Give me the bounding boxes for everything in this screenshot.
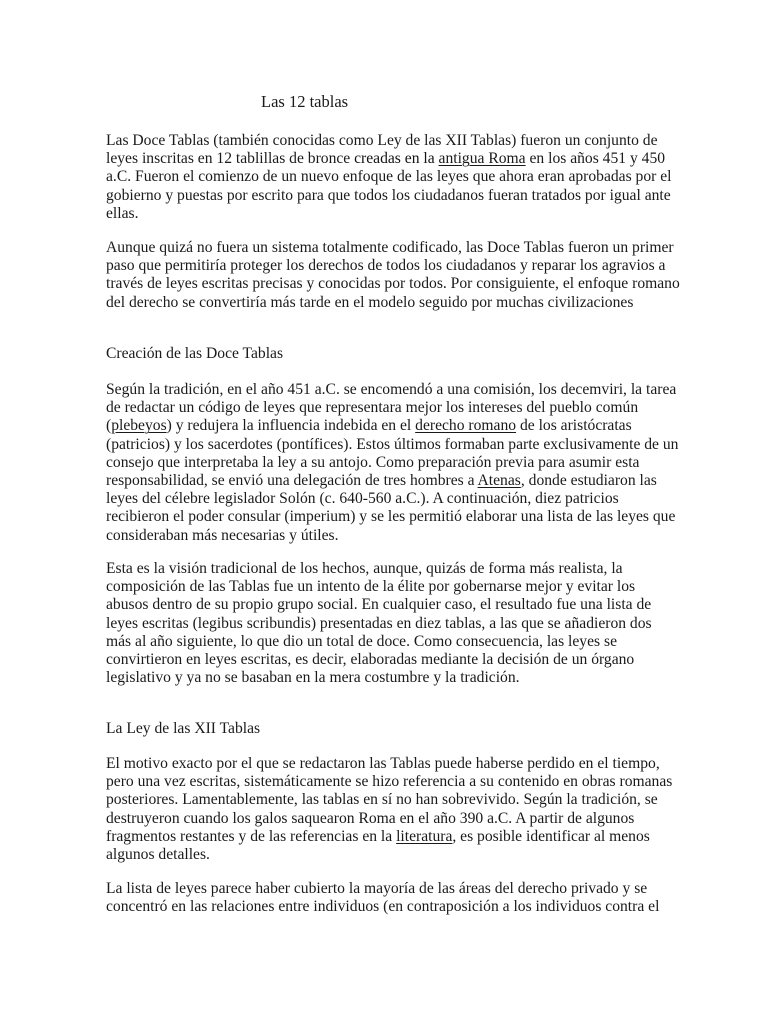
text-span: , es posible identificar al menos: [452, 827, 650, 845]
text-line: paso que permitiría proteger los derechos de todos los ciudadanos y reparar los agravios a: [106, 257, 666, 275]
text-line: El motivo exacto por el que se redactaron las Tablas puede haberse perdido en el tiempo,: [106, 755, 660, 772]
text-line: (patricios) y los sacerdotes (pontífices). Estos últimos formaban parte exclusivamente de un: [106, 435, 679, 453]
text-span: leyes inscritas en 12 tablillas de bronce: [106, 150, 355, 168]
text-line: concentró en las relaciones entre individuos (en contraposición a los individuos contra el: [106, 898, 660, 916]
link-derecho-romano[interactable]: derecho romano: [415, 417, 517, 435]
text-line: más al año siguiente, lo que dio un total de doce. Como consecuencia, las leyes se: [106, 632, 617, 650]
document-title: Las 12 tablas: [261, 92, 349, 111]
link-atenas[interactable]: Atenas: [477, 472, 521, 490]
text-span: de los aristócratas: [516, 417, 632, 435]
text-line: del derecho se convertiría más tarde en el modelo seguido por muchas civilizaciones: [106, 293, 634, 311]
text-line: Según la tradición, en el año 451 a.C. se encomendó a una comisión, los decemviri, la tarea: [106, 381, 677, 398]
text-line: Esta es la visión tradicional de los hechos, aunque, quizás de forma más realista, la: [106, 560, 623, 577]
text-line: Las Doce Tablas (también conocidas como Ley de las XII Tablas) fueron un conjunto de: [106, 132, 658, 149]
text-span: , donde estudiaron las: [520, 472, 657, 490]
text-line: algunos detalles.: [106, 846, 210, 864]
text-line: [106, 828, 666, 846]
text-line: consejo que interpretaba la ley a su antojo. Como preparación previa para asumir esta: [106, 453, 640, 471]
text-line: de redactar un código de leyes que representara mejor los intereses del pueblo común: [106, 399, 639, 417]
text-line: consideraban más necesarias y útiles.: [106, 526, 339, 544]
text-span: ) y redujera la influencia indebida en el: [166, 417, 416, 435]
paragraph-vision: [106, 560, 666, 687]
text-line: posteriores. Lamentablemente, las tablas en sí no han sobrevivido. Según la tradición, se: [106, 791, 658, 809]
text-line: ellas.: [106, 204, 139, 222]
text-line: recibieron el poder consular (imperium) y se les permitió elaborar una lista de las leyes que: [106, 508, 676, 526]
text-span: fragmentos restantes y de las referencias en la: [106, 827, 397, 845]
text-span: creadas en la: [354, 150, 439, 168]
section-heading-ley: La Ley de las XII Tablas: [106, 720, 261, 737]
text-line: leyes escritas (legibus scribundis) presentadas en diez tablas, a las que se añadieron dos: [106, 614, 652, 632]
text-line: La lista de leyes parece haber cubierto la mayoría de las áreas del derecho privado y se: [106, 880, 648, 897]
link-plebeyos[interactable]: plebeyos: [111, 417, 167, 435]
text-line: destruyeron cuando los galos saquearon Roma en el año 390 a.C. A partir de algunos: [106, 809, 635, 827]
paragraph-intro: [106, 132, 672, 223]
paragraph-codification: [106, 239, 680, 312]
text-line: convirtieron en leyes escritas, es decir, elaboradas mediante la decisión de un órgano: [106, 651, 635, 669]
text-line: pero una vez escritas, sistemáticamente se hizo referencia a su contenido en obras romanas: [106, 773, 673, 791]
text-line: Aunque quizá no fuera un sistema totalmente codificado, las Doce Tablas fueron un primer: [106, 239, 674, 256]
paragraph-motivo: [106, 755, 673, 864]
text-line: [106, 472, 666, 490]
text-line: legislativo y ya no se basaban en la mera costumbre y la tradición.: [106, 669, 520, 687]
link-literatura[interactable]: literatura: [396, 827, 453, 845]
text-line: composición de las Tablas fue un intento de la élite por gobernarse mejor y evitar los: [106, 578, 636, 596]
text-line: gobierno y puestas por escrito para que todos los ciudadanos fueran tratados por igual ante: [106, 186, 671, 204]
link-antigua-roma[interactable]: antigua Roma: [438, 150, 526, 168]
text-span: responsabilidad, se envió una delegación de tres hombres a: [106, 472, 478, 490]
section-heading-creacion: Creación de las Doce Tablas: [106, 345, 284, 362]
text-line: a.C. Fueron el comienzo de un nuevo enfoque de las leyes que ahora eran aprobadas por el: [106, 168, 672, 186]
text-line: abusos dentro de su propio grupo social. En cualquier caso, el resultado fue una lista de: [106, 596, 652, 614]
text-line: [106, 417, 666, 435]
text-line: [106, 150, 666, 168]
paragraph-tradicion: [106, 381, 679, 545]
text-span: (: [106, 417, 112, 435]
text-line: través de leyes escritas precisas y conocidas por todos. Por consiguiente, el enfoque romano: [106, 275, 680, 293]
text-span: en los años 451 y 450: [525, 150, 666, 168]
text-line: leyes del célebre legislador Solón (c. 640-560 a.C.). A continuación, diez patricios: [106, 490, 619, 508]
paragraph-lista-leyes: [106, 880, 666, 916]
